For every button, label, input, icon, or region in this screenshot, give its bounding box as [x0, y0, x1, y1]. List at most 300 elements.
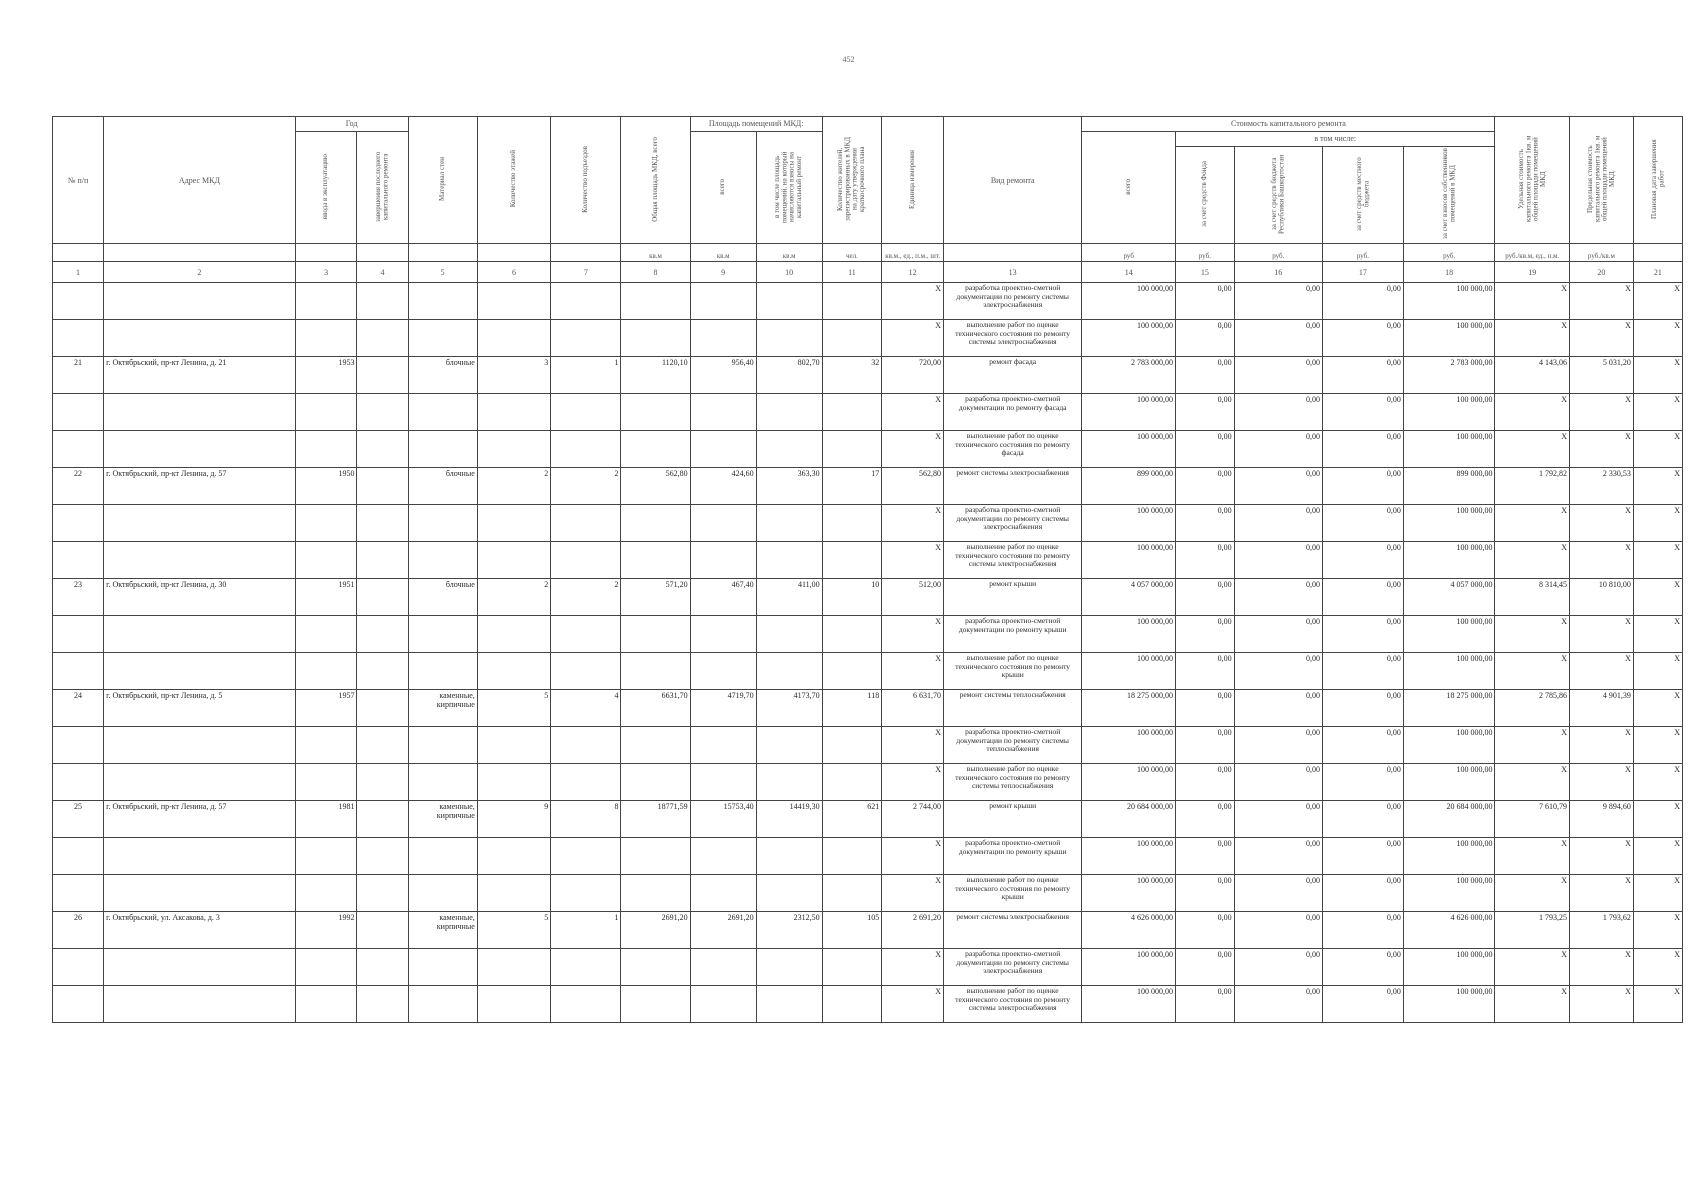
cost-republic-cell: 0,00 — [1234, 357, 1322, 394]
area-residential-cell — [756, 949, 822, 986]
cost-owners-cell: 100 000,00 — [1403, 394, 1495, 431]
row-number: 26 — [53, 912, 104, 949]
table-row — [53, 542, 1683, 579]
material-cell — [408, 542, 477, 579]
area-total-cell: 18771,59 — [621, 801, 690, 838]
cost-fund-cell: 0,00 — [1176, 468, 1235, 505]
measure-cell: 2 691,20 — [882, 912, 944, 949]
work-type-cell: разработка проектно-сметной документации по ремонту системы электроснабжения — [943, 283, 1081, 320]
cost-fund-cell: 0,00 — [1176, 653, 1235, 690]
area-residential-cell — [756, 616, 822, 653]
floors-cell — [477, 727, 550, 764]
area-premises-cell: 4719,70 — [690, 690, 756, 727]
entrances-cell — [551, 727, 621, 764]
cost-total-cell: 899 000,00 — [1082, 468, 1176, 505]
column-number-cell: 7 — [551, 262, 621, 283]
material-cell — [408, 616, 477, 653]
area-premises-cell — [690, 320, 756, 357]
max-cost-cell: 9 894,60 — [1569, 801, 1633, 838]
material-cell — [408, 764, 477, 801]
cost-total-cell: 100 000,00 — [1082, 764, 1176, 801]
column-number-cell: 15 — [1176, 262, 1235, 283]
plan-date-cell: X — [1633, 801, 1682, 838]
plan-date-cell: X — [1633, 764, 1682, 801]
year-built-cell — [295, 875, 357, 912]
cost-republic-cell: 0,00 — [1234, 912, 1322, 949]
year-built-cell — [295, 653, 357, 690]
row-number: 23 — [53, 579, 104, 616]
year-repair-cell — [357, 912, 408, 949]
max-cost-cell: X — [1569, 505, 1633, 542]
measure-cell: 562,80 — [882, 468, 944, 505]
address-cell — [104, 616, 296, 653]
area-premises-cell — [690, 431, 756, 468]
column-number-cell: 16 — [1234, 262, 1322, 283]
area-total-cell — [621, 616, 690, 653]
unit-cost-cell: X — [1495, 394, 1570, 431]
year-repair-cell — [357, 431, 408, 468]
column-number-cell: 14 — [1082, 262, 1176, 283]
floors-cell: 5 — [477, 690, 550, 727]
table-row — [53, 949, 1683, 986]
floors-cell — [477, 949, 550, 986]
cost-fund-cell: 0,00 — [1176, 542, 1235, 579]
work-type-cell: разработка проектно-сметной документации по ремонту крыши — [943, 616, 1081, 653]
material-cell: каменные, кирпичные — [408, 690, 477, 727]
cost-total-cell: 100 000,00 — [1082, 542, 1176, 579]
work-type-cell: разработка проектно-сметной документации по ремонту системы теплоснабжения — [943, 727, 1081, 764]
cost-republic-cell: 0,00 — [1234, 616, 1322, 653]
cost-local-cell: 0,00 — [1322, 579, 1403, 616]
year-built-cell — [295, 320, 357, 357]
material-cell — [408, 283, 477, 320]
residents-cell — [822, 283, 882, 320]
cost-republic-cell: 0,00 — [1234, 949, 1322, 986]
cost-local-cell: 0,00 — [1322, 727, 1403, 764]
cost-owners-cell: 18 275 000,00 — [1403, 690, 1495, 727]
cost-republic-cell: 0,00 — [1234, 579, 1322, 616]
max-cost-cell: X — [1569, 616, 1633, 653]
cost-total-cell: 100 000,00 — [1082, 320, 1176, 357]
entrances-cell — [551, 764, 621, 801]
floors-cell — [477, 986, 550, 1023]
area-premises-cell — [690, 727, 756, 764]
area-residential-cell — [756, 653, 822, 690]
column-number-cell: 3 — [295, 262, 357, 283]
unit-cell: кв.м., ед., п.м., шт. — [882, 244, 944, 262]
row-number — [53, 986, 104, 1023]
cost-republic-cell: 0,00 — [1234, 468, 1322, 505]
cost-owners-cell: 100 000,00 — [1403, 431, 1495, 468]
material-cell: каменные, кирпичные — [408, 912, 477, 949]
work-type-cell: выполнение работ по оценке технического состояния по ремонту крыши — [943, 875, 1081, 912]
unit-cost-cell: X — [1495, 283, 1570, 320]
unit-cell — [1633, 244, 1682, 262]
area-residential-cell: 363,30 — [756, 468, 822, 505]
unit-cost-cell: X — [1495, 838, 1570, 875]
year-repair-cell — [357, 727, 408, 764]
cost-fund-cell: 0,00 — [1176, 320, 1235, 357]
cost-republic-cell: 0,00 — [1234, 875, 1322, 912]
residents-cell — [822, 653, 882, 690]
max-cost-cell: X — [1569, 542, 1633, 579]
cost-fund-cell: 0,00 — [1176, 394, 1235, 431]
table-row — [53, 394, 1683, 431]
material-cell: блочные — [408, 579, 477, 616]
max-cost-cell: X — [1569, 283, 1633, 320]
residents-cell — [822, 394, 882, 431]
cost-total-cell: 100 000,00 — [1082, 394, 1176, 431]
area-total-cell: 562,80 — [621, 468, 690, 505]
row-number: 25 — [53, 801, 104, 838]
year-built-cell: 1992 — [295, 912, 357, 949]
cost-local-cell: 0,00 — [1322, 801, 1403, 838]
row-number — [53, 949, 104, 986]
header-work-type: Вид ремонта — [943, 117, 1081, 244]
residents-cell: 105 — [822, 912, 882, 949]
year-repair-cell — [357, 764, 408, 801]
row-number: 21 — [53, 357, 104, 394]
cost-total-cell: 100 000,00 — [1082, 616, 1176, 653]
cost-owners-cell: 4 626 000,00 — [1403, 912, 1495, 949]
entrances-cell — [551, 431, 621, 468]
year-built-cell — [295, 727, 357, 764]
column-number-cell: 1 — [53, 262, 104, 283]
year-built-cell — [295, 542, 357, 579]
header-year-last-repair: завершения последнего капитального ремонта — [357, 132, 408, 244]
area-premises-cell — [690, 838, 756, 875]
address-cell — [104, 838, 296, 875]
area-premises-cell: 15753,40 — [690, 801, 756, 838]
row-number — [53, 394, 104, 431]
year-repair-cell — [357, 505, 408, 542]
plan-date-cell: X — [1633, 986, 1682, 1023]
unit-cell: кв.м — [756, 244, 822, 262]
column-number-cell: 10 — [756, 262, 822, 283]
measure-cell: X — [882, 320, 944, 357]
area-residential-cell: 14419,30 — [756, 801, 822, 838]
area-total-cell — [621, 505, 690, 542]
area-residential-cell: 411,00 — [756, 579, 822, 616]
table-row — [53, 431, 1683, 468]
cost-republic-cell: 0,00 — [1234, 986, 1322, 1023]
column-number-cell: 9 — [690, 262, 756, 283]
address-cell — [104, 986, 296, 1023]
residents-cell — [822, 320, 882, 357]
unit-cell — [551, 244, 621, 262]
area-total-cell — [621, 764, 690, 801]
max-cost-cell: X — [1569, 653, 1633, 690]
unit-cell — [943, 244, 1081, 262]
residents-cell: 17 — [822, 468, 882, 505]
cost-republic-cell: 0,00 — [1234, 801, 1322, 838]
cost-total-cell: 4 057 000,00 — [1082, 579, 1176, 616]
column-number-cell: 18 — [1403, 262, 1495, 283]
header-max-cost: Предельная стоимость капитального ремонта 1кв. м общей площади помещений МКД — [1569, 117, 1633, 244]
entrances-cell — [551, 653, 621, 690]
entrances-cell: 4 — [551, 690, 621, 727]
area-residential-cell — [756, 727, 822, 764]
entrances-cell — [551, 283, 621, 320]
column-number-cell: 13 — [943, 262, 1081, 283]
entrances-cell — [551, 838, 621, 875]
year-repair-cell — [357, 357, 408, 394]
work-type-cell: выполнение работ по оценке технического состояния по ремонту системы электроснабжения — [943, 986, 1081, 1023]
year-repair-cell — [357, 468, 408, 505]
header-address: Адрес МКД — [104, 117, 296, 244]
unit-cost-cell: X — [1495, 653, 1570, 690]
area-residential-cell — [756, 505, 822, 542]
unit-cost-cell: X — [1495, 875, 1570, 912]
max-cost-cell: X — [1569, 394, 1633, 431]
unit-cell: кв.м — [621, 244, 690, 262]
residents-cell — [822, 542, 882, 579]
year-repair-cell — [357, 949, 408, 986]
row-number — [53, 764, 104, 801]
column-number-cell: 5 — [408, 262, 477, 283]
table-row — [53, 579, 1683, 616]
floors-cell — [477, 394, 550, 431]
table-body — [53, 283, 1683, 1023]
residents-cell — [822, 838, 882, 875]
residents-cell: 32 — [822, 357, 882, 394]
cost-fund-cell: 0,00 — [1176, 283, 1235, 320]
unit-cost-cell: 1 793,25 — [1495, 912, 1570, 949]
measure-cell: X — [882, 653, 944, 690]
address-cell — [104, 764, 296, 801]
cost-total-cell: 4 626 000,00 — [1082, 912, 1176, 949]
cost-local-cell: 0,00 — [1322, 505, 1403, 542]
year-built-cell — [295, 431, 357, 468]
plan-date-cell: X — [1633, 912, 1682, 949]
column-number-cell: 2 — [104, 262, 296, 283]
material-cell — [408, 875, 477, 912]
area-premises-cell — [690, 764, 756, 801]
year-repair-cell — [357, 838, 408, 875]
plan-date-cell: X — [1633, 579, 1682, 616]
row-number — [53, 505, 104, 542]
cost-owners-cell: 100 000,00 — [1403, 949, 1495, 986]
area-total-cell: 1120,10 — [621, 357, 690, 394]
residents-cell: 10 — [822, 579, 882, 616]
cost-fund-cell: 0,00 — [1176, 949, 1235, 986]
cost-local-cell: 0,00 — [1322, 764, 1403, 801]
measure-cell: X — [882, 838, 944, 875]
plan-date-cell: X — [1633, 838, 1682, 875]
table-row — [53, 320, 1683, 357]
work-type-cell: ремонт системы электроснабжения — [943, 468, 1081, 505]
table-row — [53, 653, 1683, 690]
unit-cost-cell: X — [1495, 431, 1570, 468]
year-repair-cell — [357, 579, 408, 616]
area-premises-cell — [690, 542, 756, 579]
work-type-cell: выполнение работ по оценке технического состояния по ремонту системы электроснабжения — [943, 542, 1081, 579]
header-cost-fund: за счет средств Фонда — [1176, 147, 1235, 244]
unit-cell: руб. — [1322, 244, 1403, 262]
address-cell — [104, 542, 296, 579]
table-row — [53, 838, 1683, 875]
year-built-cell — [295, 394, 357, 431]
unit-cost-cell: 4 143,06 — [1495, 357, 1570, 394]
plan-date-cell: X — [1633, 505, 1682, 542]
area-total-cell — [621, 727, 690, 764]
unit-cell: руб. — [1176, 244, 1235, 262]
unit-cell: руб — [1082, 244, 1176, 262]
area-total-cell — [621, 542, 690, 579]
table-row — [53, 505, 1683, 542]
cost-republic-cell: 0,00 — [1234, 431, 1322, 468]
cost-fund-cell: 0,00 — [1176, 505, 1235, 542]
floors-cell — [477, 542, 550, 579]
table-row — [53, 357, 1683, 394]
material-cell — [408, 394, 477, 431]
row-number — [53, 616, 104, 653]
cost-local-cell: 0,00 — [1322, 283, 1403, 320]
address-cell: г. Октябрьский, ул. Аксакова, д. 3 — [104, 912, 296, 949]
page-number: 452 — [842, 55, 855, 64]
row-number — [53, 431, 104, 468]
area-premises-cell: 956,40 — [690, 357, 756, 394]
cost-owners-cell: 100 000,00 — [1403, 838, 1495, 875]
year-built-cell — [295, 949, 357, 986]
measure-cell: X — [882, 875, 944, 912]
header-premises-total: всего — [690, 132, 756, 244]
cost-owners-cell: 100 000,00 — [1403, 653, 1495, 690]
area-premises-cell — [690, 949, 756, 986]
address-cell — [104, 505, 296, 542]
address-cell: г. Октябрьский, пр-кт Ленина, д. 30 — [104, 579, 296, 616]
area-residential-cell: 2312,50 — [756, 912, 822, 949]
address-cell — [104, 653, 296, 690]
unit-cost-cell: X — [1495, 616, 1570, 653]
unit-cost-cell: 8 314,45 — [1495, 579, 1570, 616]
area-premises-cell — [690, 283, 756, 320]
year-repair-cell — [357, 801, 408, 838]
cost-total-cell: 2 783 000,00 — [1082, 357, 1176, 394]
work-type-cell: разработка проектно-сметной документации по ремонту системы электроснабжения — [943, 949, 1081, 986]
cost-total-cell: 100 000,00 — [1082, 949, 1176, 986]
cost-total-cell: 20 684 000,00 — [1082, 801, 1176, 838]
entrances-cell — [551, 505, 621, 542]
header-floors: Количество этажей — [477, 117, 550, 244]
cost-republic-cell: 0,00 — [1234, 394, 1322, 431]
max-cost-cell: X — [1569, 320, 1633, 357]
area-residential-cell — [756, 283, 822, 320]
max-cost-cell: 5 031,20 — [1569, 357, 1633, 394]
area-total-cell — [621, 949, 690, 986]
address-cell — [104, 283, 296, 320]
year-repair-cell — [357, 986, 408, 1023]
unit-cell — [53, 244, 104, 262]
material-cell — [408, 949, 477, 986]
material-cell: блочные — [408, 357, 477, 394]
unit-cost-cell: X — [1495, 542, 1570, 579]
area-residential-cell — [756, 394, 822, 431]
address-cell — [104, 949, 296, 986]
cost-republic-cell: 0,00 — [1234, 653, 1322, 690]
measure-cell: X — [882, 616, 944, 653]
work-type-cell: выполнение работ по оценке технического состояния по ремонту системы электроснабжения — [943, 320, 1081, 357]
year-built-cell: 1951 — [295, 579, 357, 616]
max-cost-cell: 2 330,53 — [1569, 468, 1633, 505]
unit-cost-cell: X — [1495, 320, 1570, 357]
cost-owners-cell: 100 000,00 — [1403, 875, 1495, 912]
column-number-cell: 8 — [621, 262, 690, 283]
column-number-cell: 20 — [1569, 262, 1633, 283]
plan-date-cell: X — [1633, 283, 1682, 320]
max-cost-cell: X — [1569, 431, 1633, 468]
area-premises-cell — [690, 875, 756, 912]
cost-total-cell: 100 000,00 — [1082, 505, 1176, 542]
measure-cell: X — [882, 727, 944, 764]
floors-cell: 2 — [477, 468, 550, 505]
floors-cell: 9 — [477, 801, 550, 838]
year-built-cell: 1981 — [295, 801, 357, 838]
table-row — [53, 801, 1683, 838]
year-built-cell — [295, 764, 357, 801]
material-cell — [408, 727, 477, 764]
cost-republic-cell: 0,00 — [1234, 542, 1322, 579]
address-cell: г. Октябрьский, пр-кт Ленина, д. 21 — [104, 357, 296, 394]
area-premises-cell — [690, 505, 756, 542]
entrances-cell — [551, 986, 621, 1023]
residents-cell — [822, 875, 882, 912]
residents-cell — [822, 505, 882, 542]
cost-owners-cell: 100 000,00 — [1403, 764, 1495, 801]
header-unit-measure: Единица измерения — [882, 117, 944, 244]
material-cell — [408, 505, 477, 542]
measure-cell: 720,00 — [882, 357, 944, 394]
unit-cost-cell: X — [1495, 505, 1570, 542]
cost-owners-cell: 100 000,00 — [1403, 283, 1495, 320]
work-type-cell: ремонт системы теплоснабжения — [943, 690, 1081, 727]
row-number — [53, 283, 104, 320]
cost-local-cell: 0,00 — [1322, 320, 1403, 357]
year-repair-cell — [357, 283, 408, 320]
residents-cell — [822, 431, 882, 468]
plan-date-cell: X — [1633, 727, 1682, 764]
unit-cell: руб. — [1403, 244, 1495, 262]
measure-cell: X — [882, 283, 944, 320]
measure-cell: X — [882, 542, 944, 579]
area-total-cell — [621, 394, 690, 431]
year-built-cell — [295, 616, 357, 653]
work-type-cell: ремонт крыши — [943, 579, 1081, 616]
row-number — [53, 653, 104, 690]
material-cell — [408, 838, 477, 875]
area-premises-cell — [690, 653, 756, 690]
year-repair-cell — [357, 875, 408, 912]
residents-cell — [822, 727, 882, 764]
area-residential-cell — [756, 320, 822, 357]
area-residential-cell — [756, 986, 822, 1023]
area-residential-cell — [756, 838, 822, 875]
area-total-cell — [621, 986, 690, 1023]
cost-owners-cell: 100 000,00 — [1403, 986, 1495, 1023]
unit-cell: кв.м — [690, 244, 756, 262]
area-residential-cell — [756, 431, 822, 468]
cost-owners-cell: 100 000,00 — [1403, 616, 1495, 653]
table-row — [53, 986, 1683, 1023]
measure-cell: X — [882, 986, 944, 1023]
header-year-commission: ввода в эксплуатацию — [295, 132, 357, 244]
table-row — [53, 283, 1683, 320]
max-cost-cell: X — [1569, 838, 1633, 875]
cost-fund-cell: 0,00 — [1176, 690, 1235, 727]
plan-date-cell: X — [1633, 394, 1682, 431]
column-number-cell: 4 — [357, 262, 408, 283]
address-cell — [104, 394, 296, 431]
